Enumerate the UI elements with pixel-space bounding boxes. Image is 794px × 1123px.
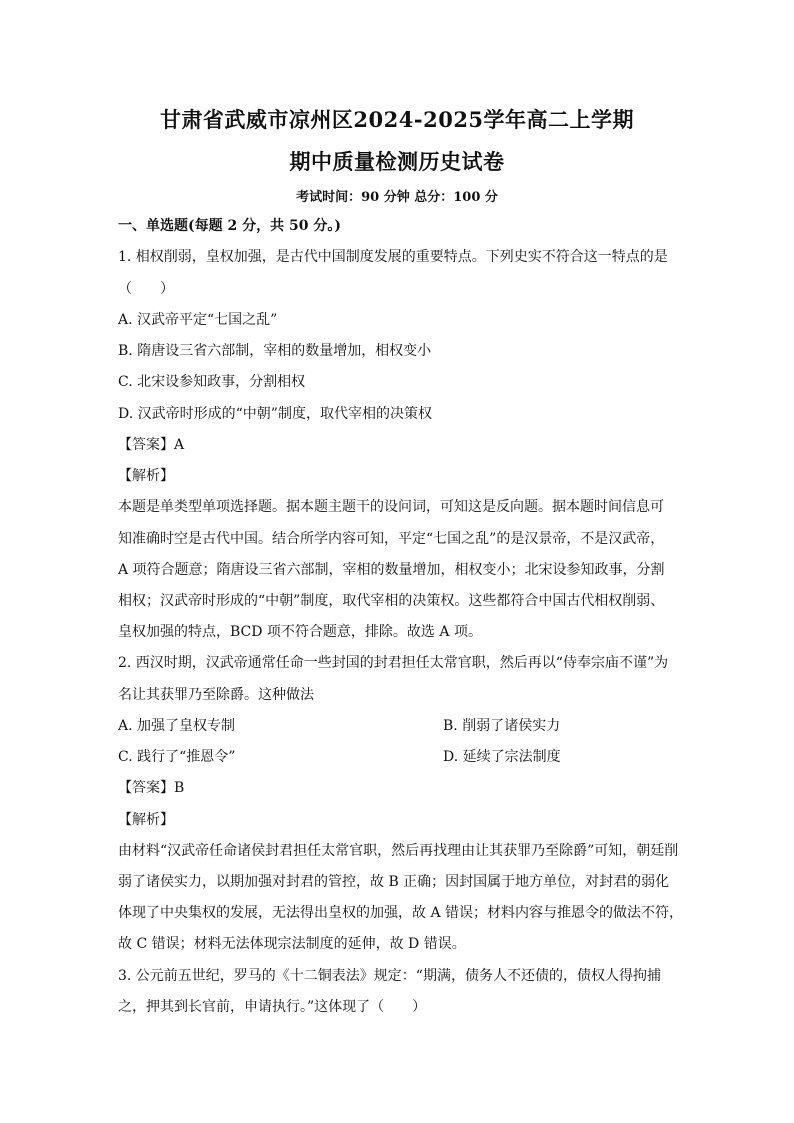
q2-analysis-line: 由材料“汉武帝任命诸侯封君担任太常官职，然后再找理由让其获罪乃至除爵”可知，朝廷削: [118, 843, 679, 859]
q2-analysis-line: 故 C 错误；材料无法体现宗法制度的延伸，故 D 错误。: [118, 936, 466, 952]
q1-option-a: A. 汉武帝平定“七国之乱”: [118, 312, 278, 328]
exam-info: 考试时间：90 分钟 总分：100 分: [296, 190, 498, 205]
q1-option-d: D. 汉武帝时形成的“中朝”制度，取代宰相的决策权: [118, 406, 432, 422]
page-subtitle: 期中质量检测历史试卷: [289, 149, 505, 174]
q1-analysis-label: 【解析】: [118, 468, 174, 484]
q2-analysis-line: 弱了诸侯实力，以期加强对封君的管控，故 B 正确；因封国属于地方单位，对封君的弱化: [118, 874, 670, 890]
q3-stem-line2: 之，押其到长官前，申请执行。”这体现了（ ）: [118, 999, 427, 1015]
q2-stem-line1: 2. 西汉时期，汉武帝通常任命一些封国的封君担任太常官职，然后再以“侍奉宗庙不谨”为: [118, 655, 669, 671]
q2-answer: 【答案】B: [118, 780, 185, 796]
q2-option-a: A. 加强了皇权专制: [118, 718, 236, 734]
section-heading: 一、单选题(每题 2 分，共 50 分。): [118, 218, 341, 234]
q2-stem-line2: 名让其获罪乃至除爵。这种做法: [118, 687, 314, 703]
q1-answer: 【答案】A: [118, 437, 185, 453]
q1-stem-line1: 1. 相权削弱，皇权加强，是古代中国制度发展的重要特点。下列史实不符合这一特点的是: [118, 249, 668, 265]
q1-analysis-line: 知准确时空是古代中国。结合所学内容可知，平定“七国之乱”的是汉景帝，不是汉武帝，: [118, 531, 665, 547]
q1-analysis-line: 本题是单类型单项选择题。据本题主题干的设问词，可知这是反向题。据本题时间信息可: [118, 499, 664, 515]
q2-option-d: D. 延续了宗法制度: [443, 749, 561, 765]
q1-analysis-line: A 项符合题意；隋唐设三省六部制，宰相的数量增加，相权变小；北宋设参知政事，分割: [118, 562, 665, 578]
q1-option-c: C. 北宋设参知政事，分割相权: [118, 374, 306, 390]
q2-option-b: B. 削弱了诸侯实力: [443, 718, 561, 734]
page-title: 甘肃省武威市凉州区2024-2025学年高二上学期: [159, 107, 635, 132]
q1-analysis-line: 皇权加强的特点，BCD 项不符合题意，排除。故选 A 项。: [118, 624, 482, 640]
q3-stem-line1: 3. 公元前五世纪，罗马的《十二铜表法》规定：“期满，债务人不还债的，债权人得拘捕: [118, 968, 661, 984]
q2-option-c: C. 践行了“推恩令”: [118, 749, 236, 765]
q2-analysis-line: 体现了中央集权的发展，无法得出皇权的加强，故 A 错误；材料内容与推恩令的做法不符，: [118, 905, 684, 921]
q2-analysis-label: 【解析】: [118, 812, 174, 828]
q1-option-b: B. 隋唐设三省六部制，宰相的数量增加，相权变小: [118, 343, 432, 359]
q1-stem-line2: （ ）: [118, 281, 174, 297]
q1-analysis-line: 相权；汉武帝时形成的“中朝”制度，取代宰相的决策权。这些都符合中国古代相权削弱、: [118, 593, 665, 609]
